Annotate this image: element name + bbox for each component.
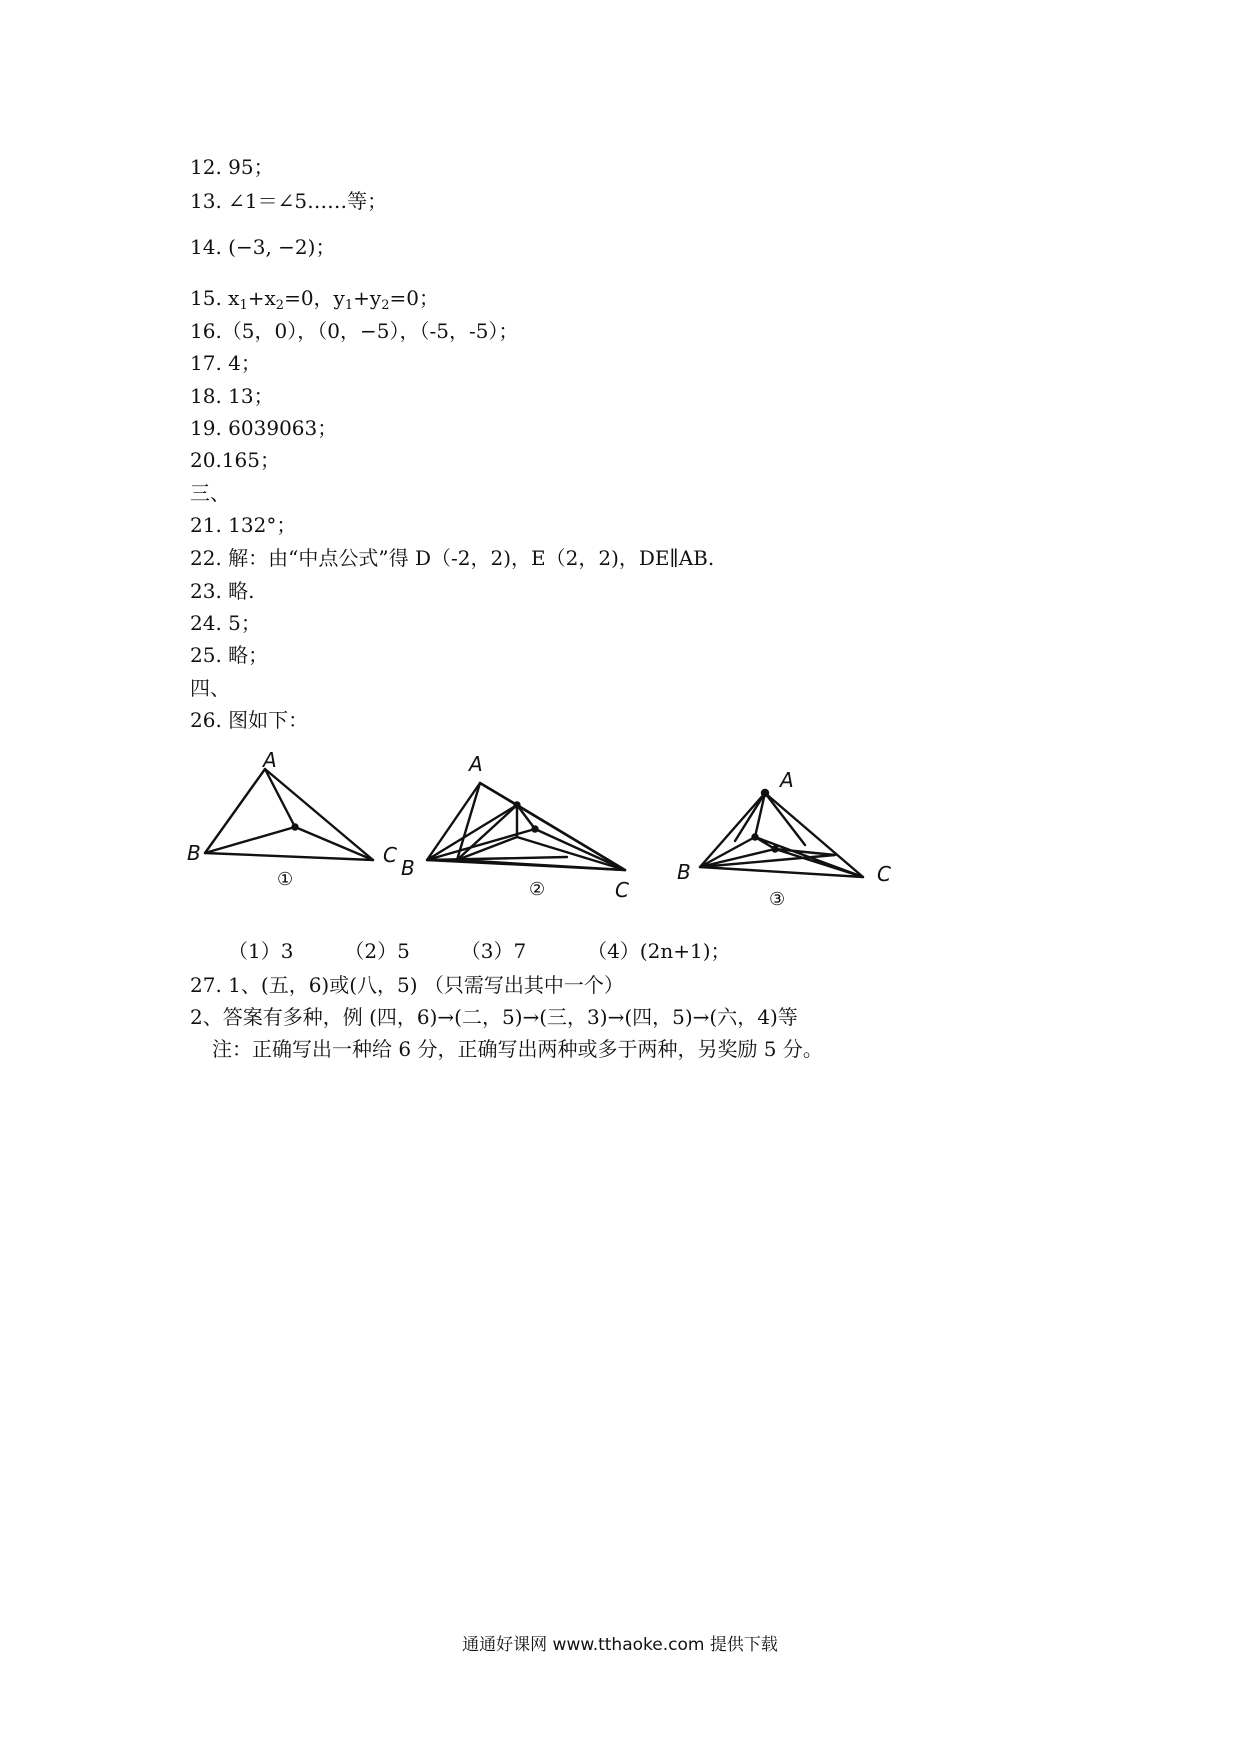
answer-17: 17. 4； [190,351,261,375]
answer-25: 25. 略； [190,643,269,667]
answer-18: 18. 13； [190,384,274,408]
answer-14: 14. (−3, −2)； [190,235,336,259]
figure-1-label-b: B [187,841,201,865]
figure-answer-2: （2）5 [344,939,410,963]
answer-15-part: =0，y [284,286,345,310]
figure-answer-1: （1）3 [228,939,294,963]
answer-15-part: +y [353,286,382,310]
figure-3-vertex-a [762,790,768,796]
scoring-note: 注：正确写出一种给 6 分，正确写出两种或多于两种，另奖励 5 分。 [212,1037,823,1061]
figure-1-caption: ① [277,869,294,890]
figure-3-point-2 [773,847,778,852]
answer-15-sub: 1 [344,298,354,313]
figure-2 [401,752,629,902]
answer-20: 20.165； [190,448,280,472]
answer-19: 19. 6039063； [190,416,338,440]
figure-3-point-1 [753,835,758,840]
figure-answer-4: （4）(2n+1)； [587,939,731,963]
answer-15 [190,285,439,319]
figure-3-label-c: C [877,862,891,886]
figure-3-label-a: A [780,768,794,792]
figure-count-answers [228,938,731,964]
answer-15-sub: 2 [381,298,390,313]
answer-24: 24. 5； [190,611,261,635]
figure-answer-3: （3）7 [460,939,527,963]
figure-1-point [293,825,298,830]
answer-15-sub: 2 [275,298,285,313]
figure-2-caption: ② [529,879,546,900]
footer-source: 通通好课网 www.tthaoke.com 提供下载 [462,1635,778,1655]
answer-15-sub: 1 [239,298,248,313]
triangle-figures [187,745,915,925]
figure-1 [187,748,397,890]
figure-2-label-a: A [469,752,483,776]
figure-1-label-a: A [263,748,277,772]
answer-13: 13. ∠1＝∠5……等； [190,189,388,213]
answer-21: 21. 132°； [190,513,297,537]
answer-16: 16.（5，0），（0，−5），（-5，-5）； [190,319,519,343]
section-four-heading: 四、 [190,676,230,700]
answer-27-part-2: 2、答案有多种，例 (四，6)→(二，5)→(三，3)→(四，5)→(六，4)等 [190,1005,798,1029]
answer-23: 23. 略. [190,579,255,603]
figure-1-cevians [205,769,373,860]
figure-3-caption: ③ [769,889,786,910]
section-three-heading: 三、 [190,481,230,505]
answer-12: 12. 95； [190,155,274,179]
figure-3 [677,768,891,910]
triangle-figures-svg [187,745,915,925]
figure-2-label-b: B [401,856,415,880]
figure-2-label-c: C [615,878,629,902]
answer-15-part: =0； [389,286,439,310]
figure-2-point-1 [515,803,520,808]
answer-26: 26. 图如下： [190,708,309,732]
figure-2-point-2 [533,827,538,832]
figure-3-label-b: B [677,860,691,884]
answer-15-part: +x [247,286,276,310]
answer-22: 22. 解：由“中点公式”得 D（-2，2)，E（2，2)，DE∥AB. [190,546,715,570]
answer-15-part: 15. x [190,286,240,310]
answer-27-part-1: 27. 1、(五，6)或(八，5) （只需写出其中一个） [190,973,624,997]
figure-1-label-c: C [383,843,397,867]
